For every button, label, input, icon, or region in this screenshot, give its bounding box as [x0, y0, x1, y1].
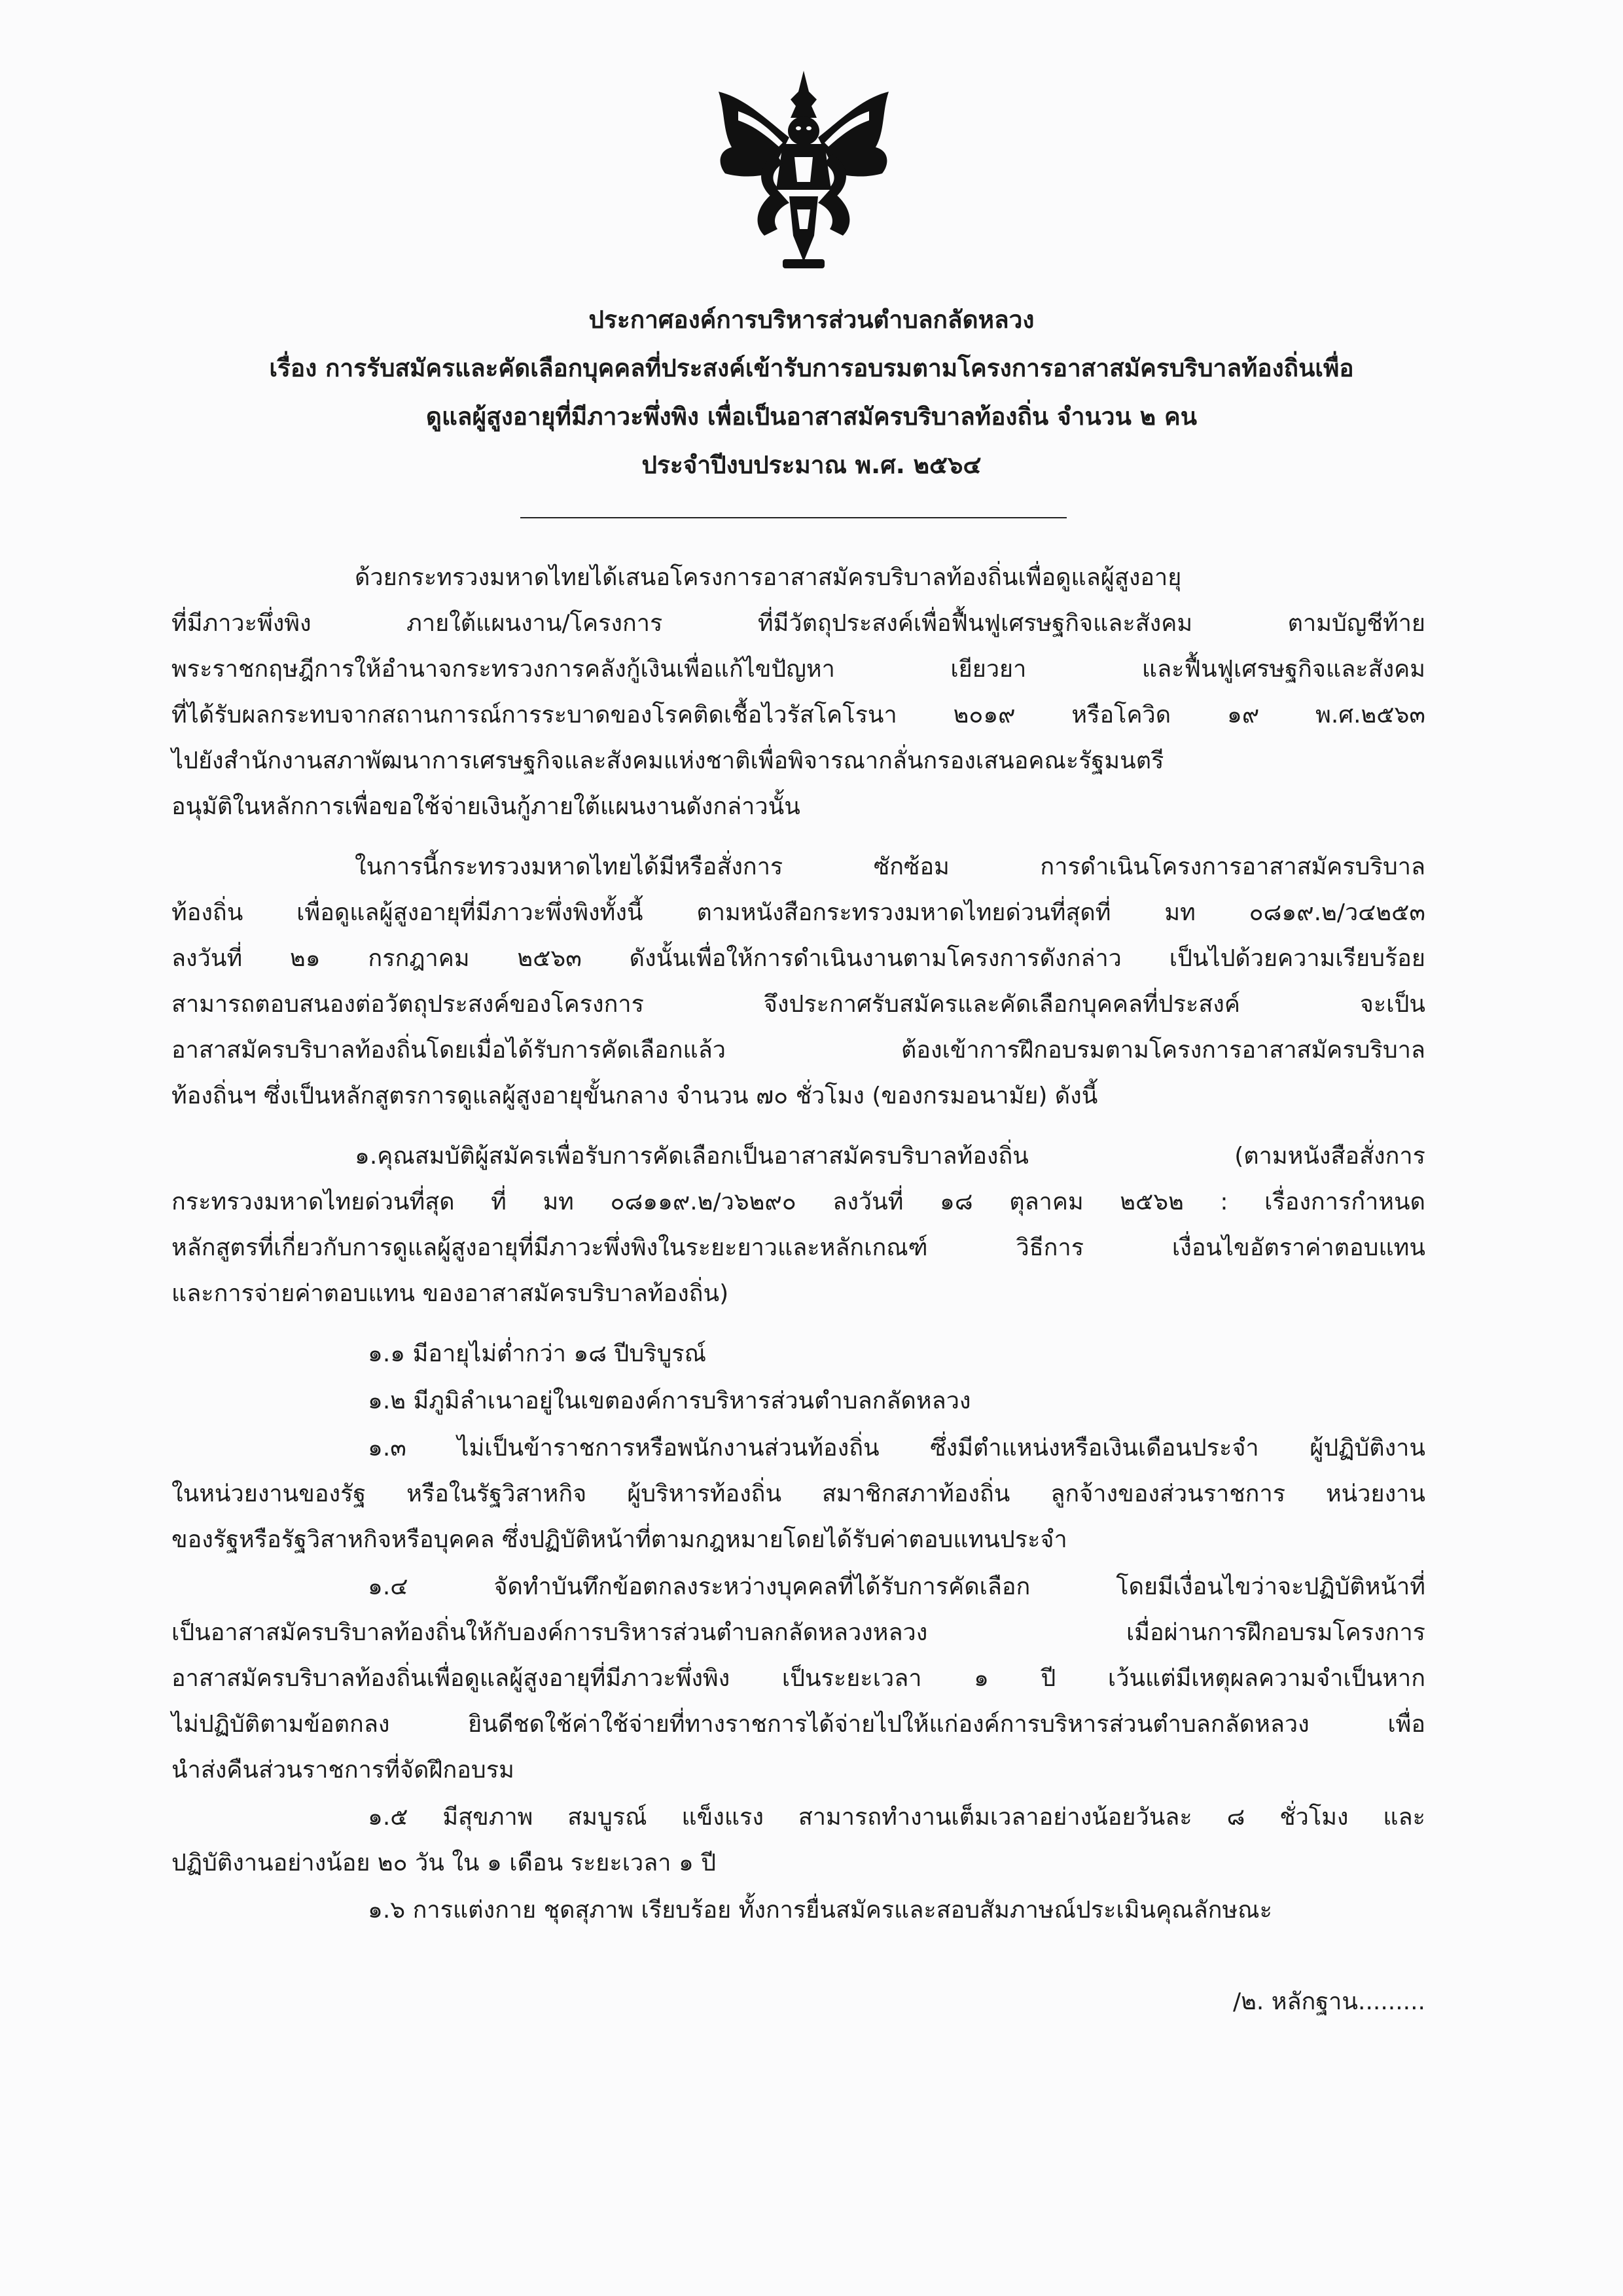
text-line: ลงวันที่ ๒๑ กรกฎาคม ๒๕๖๓ ดังนั้นเพื่อให้การดำเนินงานตามโครงการดังกล่าว เป็นไปด้วยความเรียบร้อย	[171, 945, 1425, 972]
continuation-note	[171, 1979, 1425, 2025]
header-divider	[520, 517, 1067, 518]
garuda-emblem	[705, 65, 902, 275]
paragraph-directive	[171, 844, 1425, 1119]
text-line: หลักสูตรที่เกี่ยวกับการดูแลผู้สูงอายุที่มีภาวะพึ่งพิงในระยะยาวและหลักเกณฑ์ วิธีการ เงื่อนไขอัตราค่าตอบแทน	[171, 1234, 1425, 1261]
text-line: อาสาสมัครบริบาลท้องถิ่นโดยเมื่อได้รับการคัดเลือกแล้ว ต้องเข้าการฝึกอบรมตามโครงการอาสาสมัครบริบาล	[171, 1037, 1425, 1064]
text-line: อาสาสมัครบริบาลท้องถิ่นเพื่อดูแลผู้สูงอายุที่มีภาวะพึ่งพิง เป็นระยะเวลา ๑ ปี เว้นแต่มีเหตุผลความจำเป็นหาก	[171, 1665, 1425, 1692]
announcement-body	[171, 555, 1425, 2026]
item-1-4	[171, 1564, 1425, 1793]
announcement-header	[131, 296, 1492, 490]
text-line: ๑.๓ ไม่เป็นข้าราชการหรือพนักงานส่วนท้องถิ่น ซึ่งมีตำแหน่งหรือเงินเดือนประจำ ผู้ปฏิบัติงาน	[368, 1435, 1425, 1462]
text-line: ในการนี้กระทรวงมหาดไทยได้มีหรือสั่งการ ซักซ้อม การดำเนินโครงการอาสาสมัครบริบาล	[355, 853, 1425, 880]
text-line: และการจ่ายค่าตอบแทน ของอาสาสมัครบริบาลท้องถิ่น)	[171, 1280, 729, 1307]
text-line: ปฏิบัติงานอย่างน้อย ๒๐ วัน ใน ๑ เดือน ระยะเวลา ๑ ปี	[171, 1850, 717, 1876]
text-line: ๑.๕ มีสุขภาพ สมบูรณ์ แข็งแรง สามารถทำงานเต็มเวลาอย่างน้อยวันละ ๘ ชั่วโมง และ	[368, 1804, 1425, 1831]
continuation-text: /๒. หลักฐาน.........	[1232, 1988, 1425, 2015]
text-line: ที่มีภาวะพึ่งพิง ภายใต้แผนงาน/โครงการ ที่มีวัตถุประสงค์เพื่อฟื้นฟูเศรษฐกิจและสังคม ตามบัญชีท้าย	[171, 610, 1425, 637]
text-line: นำส่งคืนส่วนราชการที่จัดฝึกอบรม	[171, 1757, 514, 1784]
text-line: ๑.คุณสมบัติผู้สมัครเพื่อรับการคัดเลือกเป็นอาสาสมัครบริบาลท้องถิ่น (ตามหนังสือสั่งการ	[355, 1143, 1425, 1170]
item-1-6	[171, 1888, 1425, 1933]
text-line: ๑.๖ การแต่งกาย ชุดสุภาพ เรียบร้อย ทั้งการยื่นสมัครและสอบสัมภาษณ์ประเมินคุณลักษณะ	[368, 1897, 1272, 1924]
item-1-1	[171, 1331, 1425, 1377]
text-line: ๑.๔ จัดทำบันทึกข้อตกลงระหว่างบุคคลที่ได้รับการคัดเลือก โดยมีเงื่อนไขว่าจะปฏิบัติหน้าที่	[368, 1573, 1425, 1600]
text-line: ท้องถิ่นฯ ซึ่งเป็นหลักสูตรการดูแลผู้สูงอายุขั้นกลาง จำนวน ๗๐ ชั่วโมง (ของกรมอนามัย) ดังนี้	[171, 1083, 1098, 1109]
text-line: ๑.๑ มีอายุไม่ต่ำกว่า ๑๘ ปีบริบูรณ์	[368, 1340, 707, 1367]
paragraph-background	[171, 555, 1425, 830]
text-line: ของรัฐหรือรัฐวิสาหกิจหรือบุคคล ซึ่งปฏิบัติหน้าที่ตามกฎหมายโดยได้รับค่าตอบแทนประจำ	[171, 1526, 1067, 1553]
header-issuer: ประกาศองค์การบริหารส่วนตำบลกลัดหลวง	[588, 306, 1035, 334]
item-1-5	[171, 1795, 1425, 1886]
text-line: ที่ได้รับผลกระทบจากสถานการณ์การระบาดของโรคติดเชื้อไวรัสโคโรนา ๒๐๑๙ หรือโควิด ๑๙ พ.ศ.๒๕๖๓	[171, 702, 1425, 728]
header-fiscal-year: ประจำปีงบประมาณ พ.ศ. ๒๕๖๔	[641, 451, 982, 479]
text-line: ไม่ปฏิบัติตามข้อตกลง ยินดีชดใช้ค่าใช้จ่ายที่ทางราชการได้จ่ายไปให้แก่องค์การบริหารส่วนตำบลกลัดหลวง เพื่อ	[171, 1711, 1425, 1738]
text-line: ในหน่วยงานของรัฐ หรือในรัฐวิสาหกิจ ผู้บริหารท้องถิ่น สมาชิกสภาท้องถิ่น ลูกจ้างของส่วนราชการ หน่วยงาน	[171, 1480, 1425, 1507]
item-1-2	[171, 1378, 1425, 1424]
header-subject: เรื่อง การรับสมัครและคัดเลือกบุคคลที่ประสงค์เข้ารับการอบรมตามโครงการอาสาสมัครบริบาลท้องถิ่นเพื่อ	[269, 354, 1354, 382]
text-line: พระราชกฤษฎีการให้อำนาจกระทรวงการคลังกู้เงินเพื่อแก้ไขปัญหา เยียวยา และฟื้นฟูเศรษฐกิจและสังคม	[171, 656, 1425, 683]
text-line: ท้องถิ่น เพื่อดูแลผู้สูงอายุที่มีภาวะพึ่งพิงทั้งนี้ ตามหนังสือกระทรวงมหาดไทยด่วนที่สุดที่ มท ๐๘๑๙.๒/ว๔๒๕๓	[171, 899, 1425, 926]
text-line: ไปยังสำนักงานสภาพัฒนาการเศรษฐกิจและสังคมแห่งชาติเพื่อพิจารณากลั่นกรองเสนอคณะรัฐมนตรี	[171, 747, 1164, 774]
text-line: ด้วยกระทรวงมหาดไทยได้เสนอโครงการอาสาสมัครบริบาลท้องถิ่นเพื่อดูแลผู้สูงอายุ	[355, 564, 1182, 591]
text-line: ๑.๒ มีภูมิลำเนาอยู่ในเขตองค์การบริหารส่วนตำบลกลัดหลวง	[368, 1388, 971, 1414]
text-line: อนุมัติในหลักการเพื่อขอใช้จ่ายเงินกู้ภายใต้แผนงานดังกล่าวนั้น	[171, 793, 800, 820]
section-qualifications	[171, 1134, 1425, 1317]
text-line: เป็นอาสาสมัครบริบาลท้องถิ่นให้กับองค์การบริหารส่วนตำบลกลัดหลวงหลวง เมื่อผ่านการฝึกอบรมโครงการ	[171, 1619, 1425, 1646]
item-1-3	[171, 1426, 1425, 1563]
text-line: สามารถตอบสนองต่อวัตถุประสงค์ของโครงการ จึงประกาศรับสมัครและคัดเลือกบุคคลที่ประสงค์ จะเป็น	[171, 991, 1425, 1018]
header-subject-cont: ดูแลผู้สูงอายุที่มีภาวะพึ่งพิง เพื่อเป็นอาสาสมัครบริบาลท้องถิ่น จำนวน ๒ คน	[425, 403, 1198, 431]
text-line: กระทรวงมหาดไทยด่วนที่สุด ที่ มท ๐๘๑๑๙.๒/ว๖๒๙๐ ลงวันที่ ๑๘ ตุลาคม ๒๕๖๒ : เรื่องการกำหนด	[171, 1189, 1425, 1215]
